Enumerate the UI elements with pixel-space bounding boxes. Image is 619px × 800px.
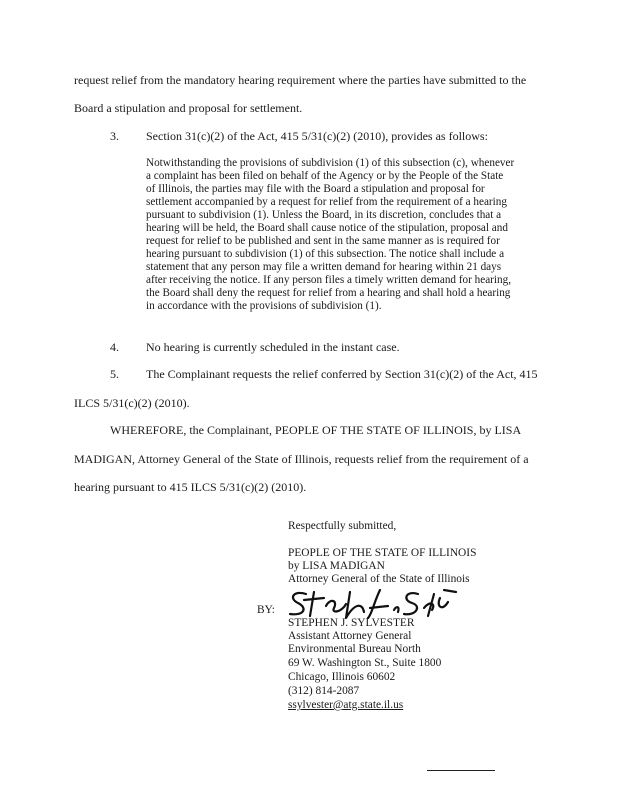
quote-line-5: pursuant to subdivision (1). Unless the Board, in its discretion, concludes that a bbox=[146, 209, 502, 221]
attorney-name: STEPHEN J. SYLVESTER bbox=[288, 617, 415, 629]
wherefore-line-3: hearing pursuant to 415 ILCS 5/31(c)(2) (2010). bbox=[74, 480, 307, 494]
quote-line-7: request for relief to be published and sent in the same manner as is required for bbox=[146, 235, 500, 247]
footer-rule bbox=[427, 770, 495, 771]
quote-line-6: hearing will be held, the Board shall cause notice of the stipulation, proposal and bbox=[146, 222, 508, 234]
quote-line-4: settlement accompanied by a request for relief from the requirement of a hearing bbox=[146, 196, 507, 208]
quote-line-11: the Board shall deny the request for relief from a hearing and shall hold a hearing bbox=[146, 287, 511, 299]
quote-line-3: of Illinois, the parties may file with the Board a stipulation and proposal for bbox=[146, 183, 485, 195]
bureau-name: Environmental Bureau North bbox=[288, 643, 421, 655]
paragraph-4-text: No hearing is currently scheduled in the instant case. bbox=[146, 340, 400, 354]
quote-line-9: statement that any person may file a written demand for hearing within 21 days bbox=[146, 261, 502, 273]
quote-line-1: Notwithstanding the provisions of subdivision (1) of this subsection (c), whenever bbox=[146, 157, 515, 169]
body-line-2: Board a stipulation and proposal for settlement. bbox=[74, 101, 303, 115]
paragraph-3-text: Section 31(c)(2) of the Act, 415 5/31(c)(2) (2010), provides as follows: bbox=[146, 129, 488, 143]
quote-line-10: after receiving the notice. If any person files a timely written demand for hearing, bbox=[146, 274, 512, 286]
paragraph-number-4: 4. bbox=[110, 340, 119, 354]
by-label: BY: bbox=[257, 604, 275, 616]
city-address: Chicago, Illinois 60602 bbox=[288, 671, 396, 683]
body-line-1: request relief from the mandatory hearing requirement where the parties have submitted to the bbox=[74, 73, 527, 87]
signatory-by: by LISA MADIGAN bbox=[288, 560, 385, 572]
closing-text: Respectfully submitted, bbox=[288, 520, 397, 532]
wherefore-line-2: MADIGAN, Attorney General of the State of Illinois, requests relief from the requirement of a bbox=[74, 452, 529, 466]
quote-line-12: in accordance with the provisions of subdivision (1). bbox=[146, 300, 382, 312]
quote-line-2: a complaint has been filed on behalf of the Agency or by the People of the State bbox=[146, 170, 504, 182]
paragraph-number-5: 5. bbox=[110, 367, 119, 381]
signatory-org: PEOPLE OF THE STATE OF ILLINOIS bbox=[288, 547, 477, 559]
signatory-office: Attorney General of the State of Illinois bbox=[288, 573, 470, 585]
paragraph-5-continuation: ILCS 5/31(c)(2) (2010). bbox=[74, 396, 190, 410]
quote-line-8: hearing pursuant to subdivision (1) of this subsection. The notice shall include a bbox=[146, 248, 505, 260]
attorney-title: Assistant Attorney General bbox=[288, 630, 412, 642]
paragraph-number-3: 3. bbox=[110, 129, 119, 143]
paragraph-5-text: The Complainant requests the relief conferred by Section 31(c)(2) of the Act, 415 bbox=[146, 367, 538, 381]
street-address: 69 W. Washington St., Suite 1800 bbox=[288, 657, 442, 669]
wherefore-line-1: WHEREFORE, the Complainant, PEOPLE OF THE STATE OF ILLINOIS, by LISA bbox=[110, 423, 522, 437]
email-link[interactable]: ssylvester@atg.state.il.us bbox=[288, 699, 404, 711]
phone-number: (312) 814-2087 bbox=[288, 685, 360, 697]
